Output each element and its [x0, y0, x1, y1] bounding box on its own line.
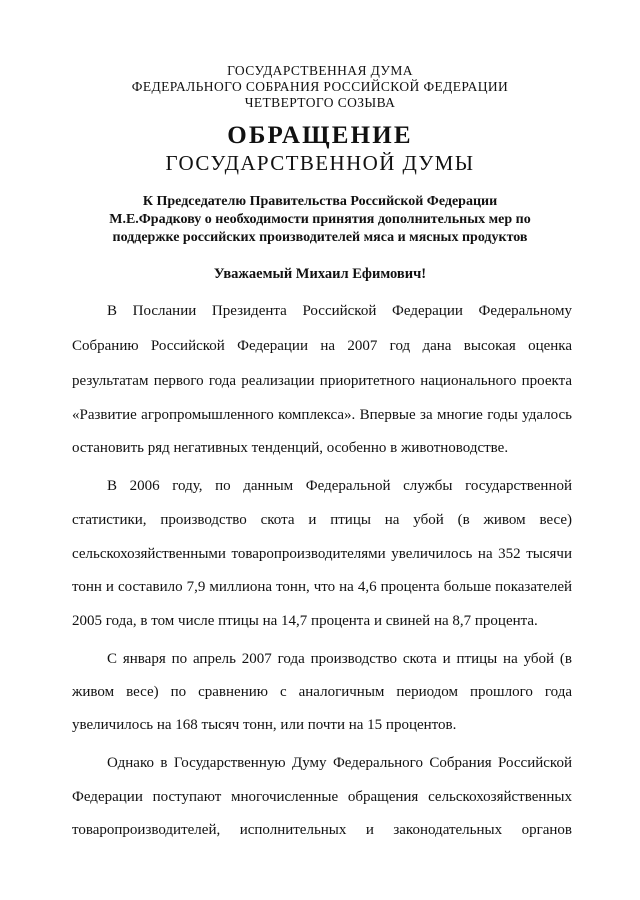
body-text-line: Федерации поступают многочисленные обращения сельскохозяйственных [72, 789, 572, 805]
body-text-line: С января по апрель 2007 года производство скота и птицы на убой (в [107, 651, 572, 667]
issuer-header [0, 63, 640, 111]
body-text-line: живом весе) по сравнению с аналогичным периодом прошлого года [72, 684, 572, 700]
addressee-line: поддержке российских производителей мяса и мясных продуктов [112, 230, 528, 245]
body-text-line: результатам первого года реализации приоритетного национального проекта [72, 373, 572, 389]
body-text-line: 2005 года, в том числе птицы на 14,7 процента и свиней на 8,7 процента. [72, 613, 538, 629]
body-text-line: В 2006 году, по данным Федеральной службы государственной [107, 478, 572, 494]
body-text-line: В Послании Президента Российской Федерации Федеральному [107, 303, 572, 319]
body-text-line: Собранию Российской Федерации на 2007 год дана высокая оценка [72, 338, 572, 354]
header-line-duma: ГОСУДАРСТВЕННАЯ ДУМА [227, 63, 413, 78]
body-text-line: статистики, производство скота и птицы на убой (в живом весе) [72, 512, 572, 528]
header-line-assembly: ФЕДЕРАЛЬНОГО СОБРАНИЯ РОССИЙСКОЙ ФЕДЕРАЦИИ [131, 79, 509, 94]
body-text-line: остановить ряд негативных тенденций, особенно в животноводстве. [72, 440, 509, 456]
body-text-line: «Развитие агропромышленного комплекса». Впервые за многие годы удалось [72, 407, 572, 423]
salutation: Уважаемый Михаил Ефимович! [213, 266, 427, 282]
document-subtitle: ГОСУДАРСТВЕННОЙ ДУМЫ [165, 151, 475, 175]
body-text-line: увеличилось на 168 тысяч тонн, или почти на 15 процентов. [72, 717, 457, 733]
document-title: ОБРАЩЕНИЕ [227, 122, 413, 149]
body-text-line: сельскохозяйственными товаропроизводителями увеличилось на 352 тысячи [72, 546, 572, 562]
addressee-block [0, 193, 640, 247]
body-text-line: товаропроизводителей, исполнительных и законодательных органов [72, 822, 572, 838]
addressee-line: М.Е.Фрадкову о необходимости принятия дополнительных мер по [109, 212, 531, 227]
body-text-line: Однако в Государственную Думу Федерального Собрания Российской [107, 755, 572, 771]
header-line-convocation: ЧЕТВЕРТОГО СОЗЫВА [244, 95, 396, 110]
body-text-line: тонн и составило 7,9 миллиона тонн, что на 4,6 процента больше показателей [72, 579, 572, 595]
addressee-line: К Председателю Правительства Российской Федерации [142, 194, 498, 209]
